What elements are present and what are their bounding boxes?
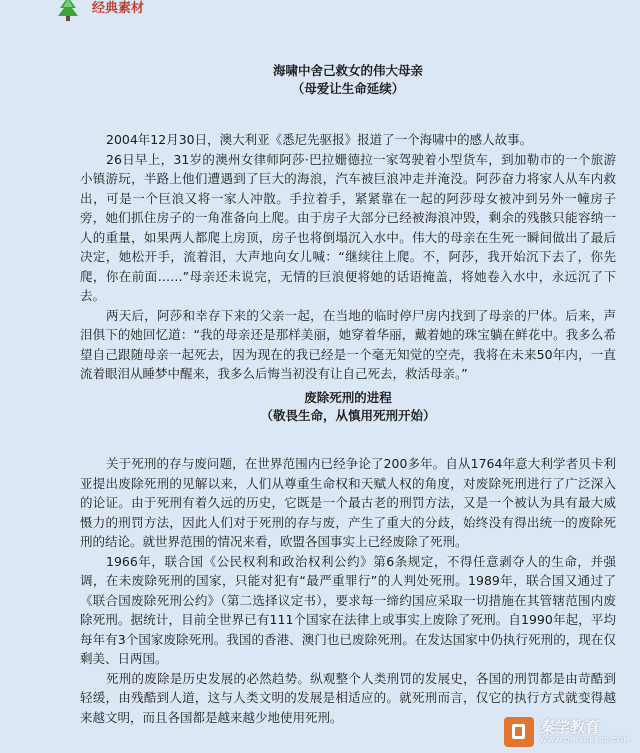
paragraph: 26日早上，31岁的澳州女律师阿莎·巴拉姗德拉一家驾驶着小型货车，到加勒市的一个旅游小镇游玩，半路上他们遭遇到了巨大的海浪，汽车被巨浪冲走并淹没。阿莎奋力将家人从车内救出，可是一个巨浪又将一家人冲散。手拉着手，紧紧靠在一起的阿莎母女被冲到另外一幢房子旁，她们抓住房子的一角准备向上爬。由于房子大部分已经被海浪冲毁，剩余的残骸只能容纳一人的重量，如果两人都爬上房顶，房子也将倒塌沉入水中。伟大的母亲在生死一瞬间做出了最后决定，她松开手，流着泪，大声地向女儿喊：“继续往上爬。不，阿莎，我开始沉下去了，你先爬，你在前面……”母亲还未说完，无情的巨浪便将她的话语掩盖，将她卷入水中，永远沉了下去。 [80, 151, 616, 303]
article-death-penalty [80, 389, 616, 727]
paragraph: 1966年，联合国《公民权利和政治权利公约》第6条规定，不得任意剥夺人的生命，并强调，在未废除死刑的国家，只能对犯有“最严重罪行”的人判处死刑。1989年，联合国又通过了《联合国废除死刑公约》（第二选择议定书），要求每一缔约国应采取一切措施在其管辖范围内废除死刑。据统计，目前全世界已有111个国家在法律上或事实上废除了死刑。自1990年起，平均每年有3个国家废除死刑。我国的香港、澳门也已废除死刑。在发达国家中仍执行死刑的，现在仅剩美、日两国。 [80, 553, 616, 666]
article-body [80, 454, 616, 727]
paragraph: 关于死刑的存与废问题，在世界范围内已经争论了200多年。自从1764年意大利学者贝卡利亚提出废除死刑的见解以来，人们从尊重生命权和天赋人权的角度，对废除死刑进行了广泛深入的论证。由于死刑有着久远的历史，它既是一个最古老的刑罚方法，又是一个被认为具有最大威慑力的刑罚方法，因此人们对于死刑的存与废，产生了重大的分歧，始终没有得出统一的废除死刑的结论。就世界范围的情况来看，欧盟各国事实上已经废除了死刑。 [80, 456, 616, 549]
article-subtitle: （母爱让生命延续） [291, 81, 405, 96]
paragraph: 2004年12月30日，澳大利亚《悉尼先驱报》报道了一个海啸中的感人故事。 [106, 132, 533, 147]
section-header [0, 0, 640, 24]
paragraph: 死刑的废除是历史发展的必然趋势。纵观整个人类刑罚的发展史，各国的刑罚都是由苛酷到轻缓，由残酷到人道，这与人类文明的发展是相适应的。就死刑而言，仅它的执行方式就变得越来越文明，而且各国都是越来越少地使用死刑。 [80, 670, 616, 725]
watermark [504, 715, 636, 749]
article-title: 废除死刑的进程 [304, 390, 392, 405]
article-mother [80, 62, 616, 384]
watermark-url: WWW.QINXUE100.COM [540, 736, 630, 744]
watermark-name: 秦学教育 [540, 718, 601, 736]
tree-icon [55, 0, 81, 22]
article-body [80, 130, 616, 384]
paragraph: 两天后，阿莎和幸存下来的父亲一起，在当地的临时停尸房内找到了母亲的尸体。后来，声泪俱下的她回忆道：“我的母亲还是那样美丽，她穿着华丽，戴着她的珠宝躺在鲜花中。我多么希望自己跟随母亲一起死去，因为现在的我已经是一个毫无知觉的空壳，我将在未来50年内，一直流着眼泪从睡梦中醒来，我多么后悔当初没有让自己死去，救活母亲。” [80, 307, 616, 381]
article-subtitle: （敬畏生命，从慎用死刑开始） [260, 408, 436, 423]
article-title: 海啸中舍己救女的伟大母亲 [272, 63, 423, 78]
section-label: 经典素材 [92, 1, 145, 16]
logo-icon [504, 717, 534, 747]
